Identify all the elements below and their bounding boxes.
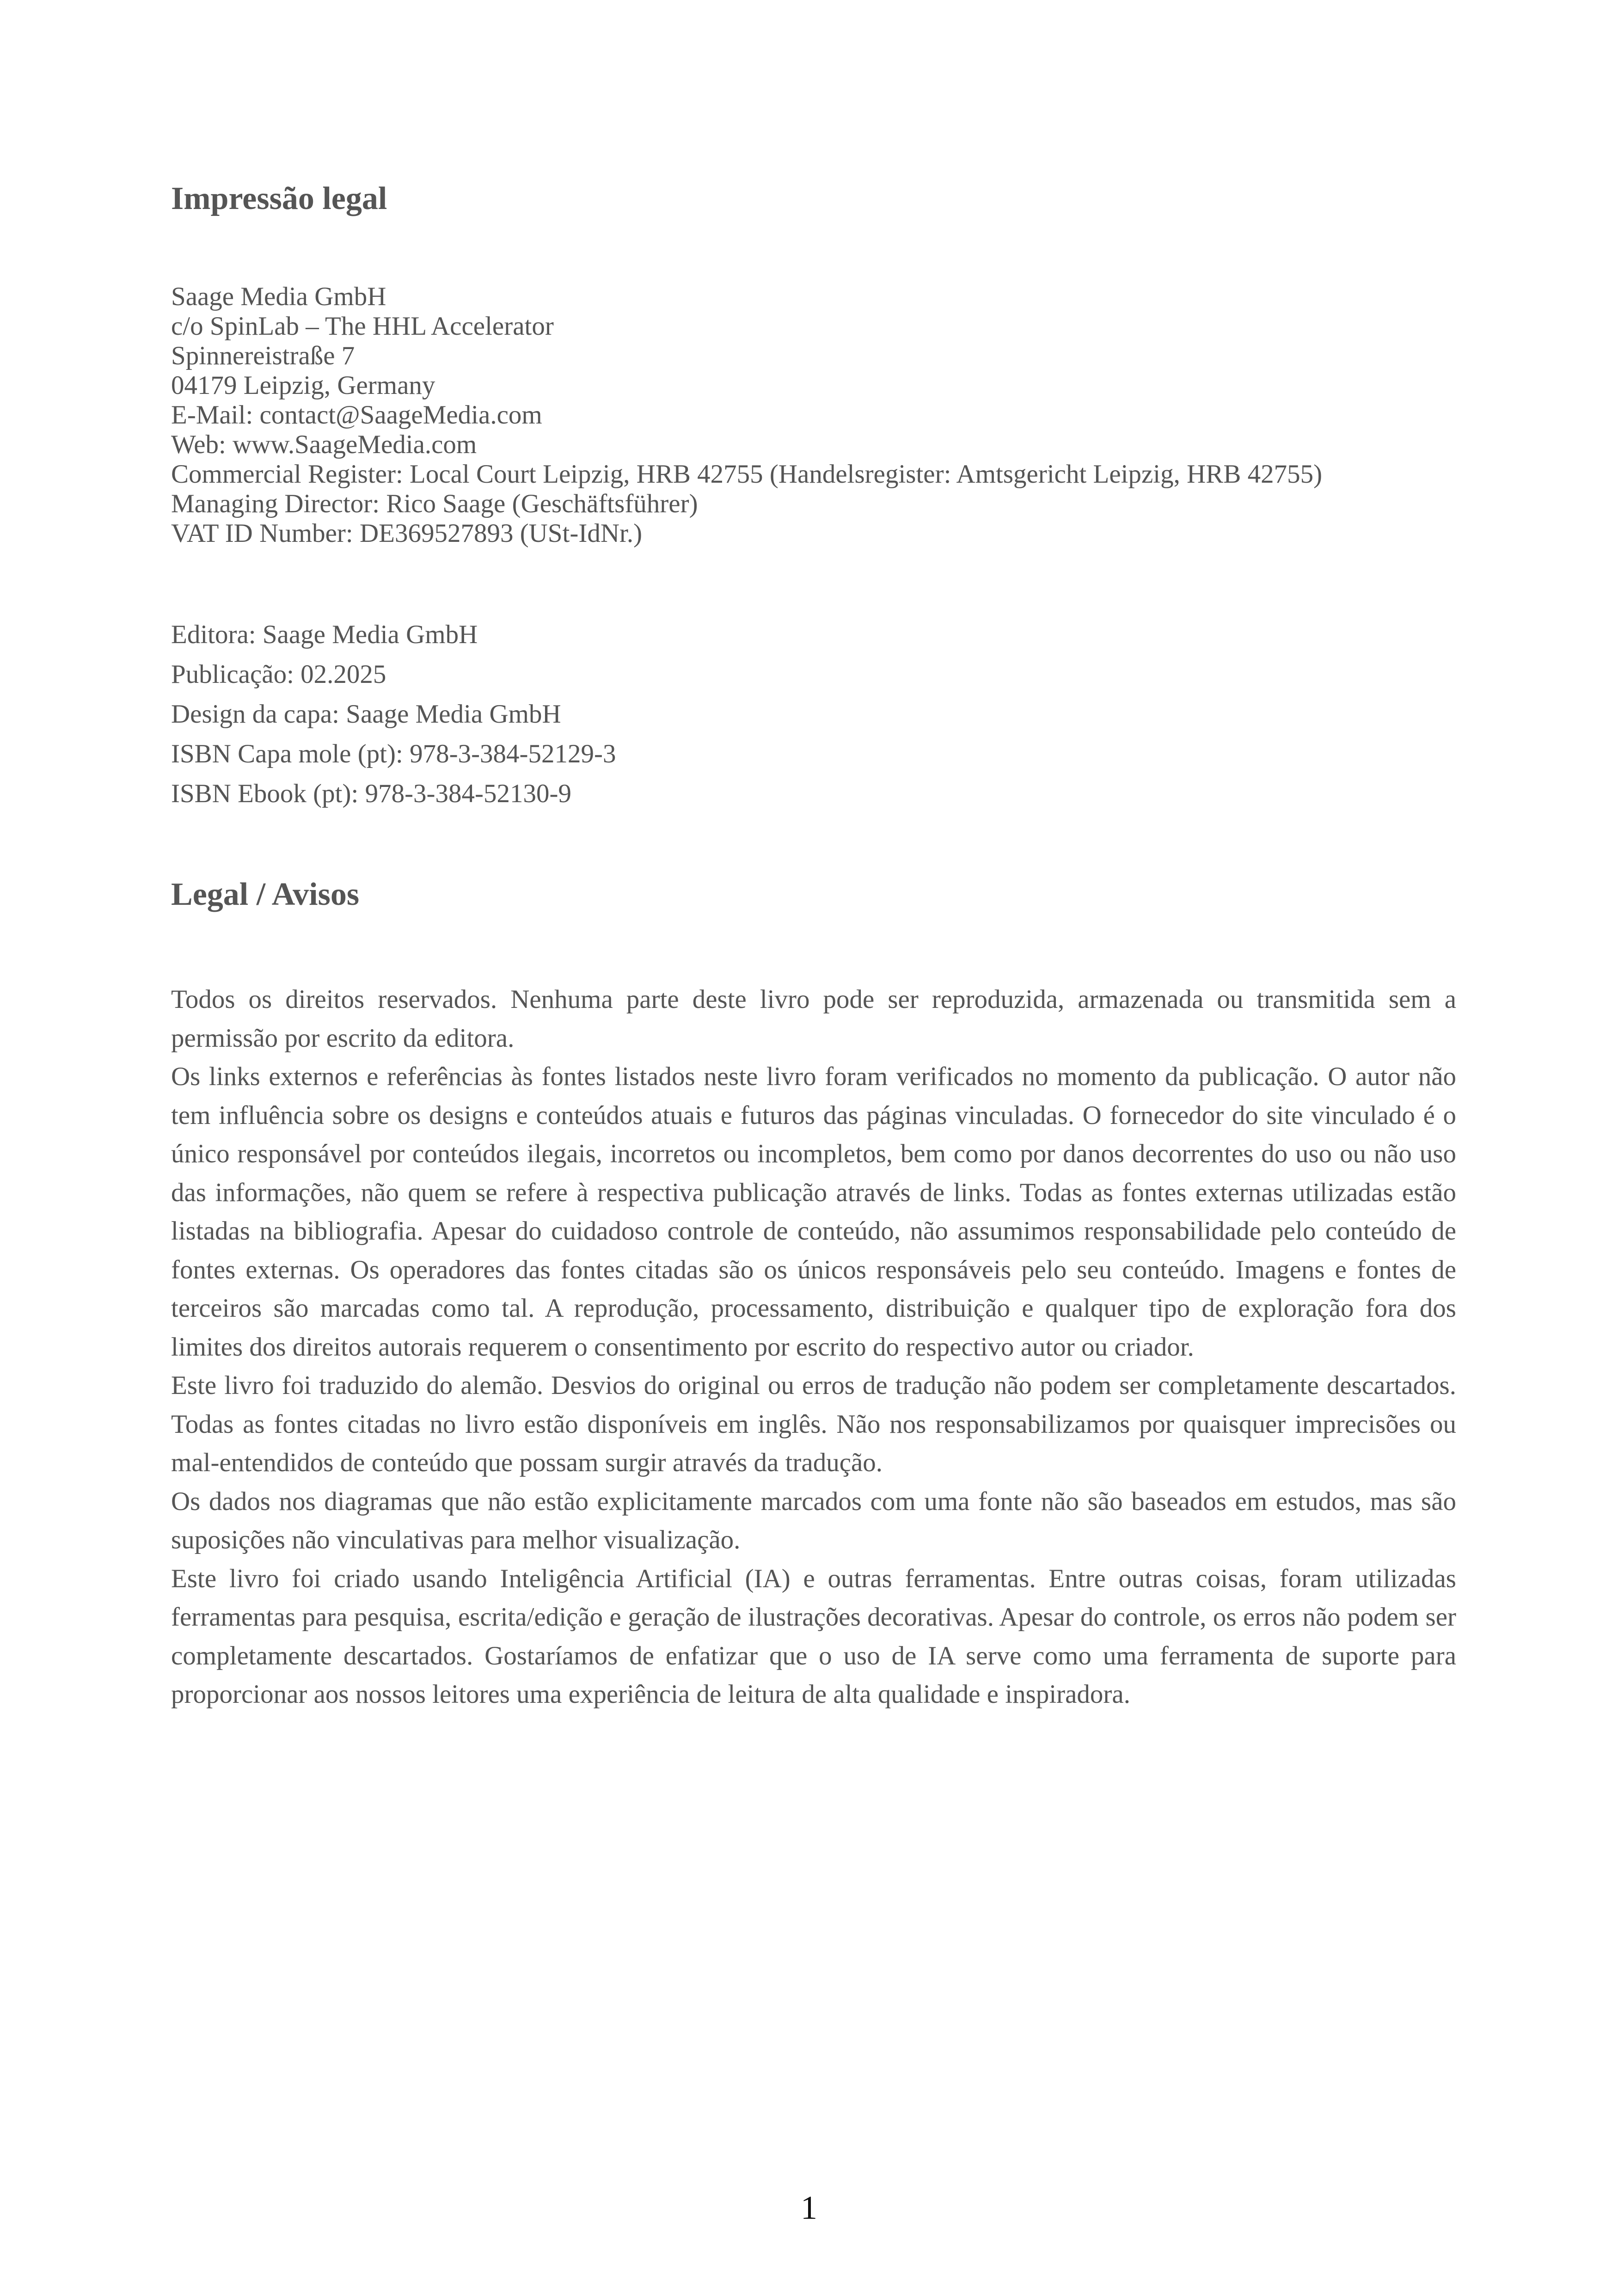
address-line-care-of: c/o SpinLab – The HHL Accelerator: [171, 312, 554, 341]
legal-notice-body: [171, 980, 1456, 1714]
publication-info-block: [171, 615, 1456, 814]
address-line-company: Saage Media GmbH: [171, 282, 386, 311]
legal-paragraph-ai: Este livro foi criado usando Inteligência Artificial (IA) e outras ferramentas. Entre outras coisas, foram utilizadas ferramentas para pesquisa, escrita/edição e geração de ilustrações decorativas. Apesar do controle, os erros não podem ser completamente descartados. Gostaríamos de enfatizar que o uso de IA serve como uma ferramenta de suporte para proporcionar aos nossos leitores uma experiência de leitura de alta qualidade e inspiradora.: [171, 1564, 1456, 1709]
address-line-web: Web: www.SaageMedia.com: [171, 430, 477, 459]
publication-line-cover-design: Design da capa: Saage Media GmbH: [171, 700, 561, 729]
legal-heading: Legal / Avisos: [171, 877, 360, 912]
publication-line-publisher: Editora: Saage Media GmbH: [171, 620, 478, 649]
document-page: [171, 0, 1456, 2296]
address-line-register: Commercial Register: Local Court Leipzig, HRB 42755 (Handelsregister: Amtsgericht Leipzig, HRB 42755): [171, 460, 1323, 489]
address-line-city: 04179 Leipzig, Germany: [171, 371, 435, 400]
address-line-street: Spinnereistraße 7: [171, 341, 355, 370]
address-line-email: E-Mail: contact@SaageMedia.com: [171, 400, 542, 430]
legal-paragraph-links: Os links externos e referências às fontes listados neste livro foram verificados no momento da publicação. O autor não tem influência sobre os designs e conteúdos atuais e futuros das páginas vinculadas. O fornecedor do site vinculado é o único responsável por conteúdos ilegais, incorretos ou incompletos, bem como por danos decorrentes do uso ou não uso das informações, não quem se refere à respectiva publicação através de links. Todas as fontes externas utilizadas estão listadas na bibliografia. Apesar do cuidadoso controle de conteúdo, não assumimos responsabilidade pelo conteúdo de fontes externas. Os operadores das fontes citadas são os únicos responsáveis pelo seu conteúdo. Imagens e fontes de terceiros são marcadas como tal. A reprodução, processamento, distribuição e qualquer tipo de exploração fora dos limites dos direitos autorais requerem o consentimento por escrito do respectivo autor ou criador.: [171, 1062, 1456, 1362]
publication-line-isbn-paperback: ISBN Capa mole (pt): 978-3-384-52129-3: [171, 739, 616, 768]
legal-paragraph-diagrams: Os dados nos diagramas que não estão explicitamente marcados com uma fonte não são baseados em estudos, mas são suposições não vinculativas para melhor visualização.: [171, 1486, 1456, 1554]
publication-line-isbn-ebook: ISBN Ebook (pt): 978-3-384-52130-9: [171, 779, 571, 808]
legal-paragraph-translation: Este livro foi traduzido do alemão. Desvios do original ou erros de tradução não podem ser completamente descartados. Todas as fontes citadas no livro estão disponíveis em inglês. Não nos responsabilizamos por quaisquer imprecisões ou mal-entendidos de conteúdo que possam surgir através da tradução.: [171, 1371, 1456, 1477]
address-line-vat: VAT ID Number: DE369527893 (USt-IdNr.): [171, 519, 643, 548]
imprint-heading: Impressão legal: [171, 181, 387, 216]
address-line-director: Managing Director: Rico Saage (Geschäftsführer): [171, 489, 698, 518]
page-number: 1: [801, 2189, 817, 2226]
publisher-address-block: [171, 282, 1456, 548]
publication-line-date: Publicação: 02.2025: [171, 660, 386, 689]
legal-paragraph-rights: Todos os direitos reservados. Nenhuma parte deste livro pode ser reproduzida, armazenada ou transmitida sem a permissão por escrito da editora.: [171, 985, 1456, 1053]
